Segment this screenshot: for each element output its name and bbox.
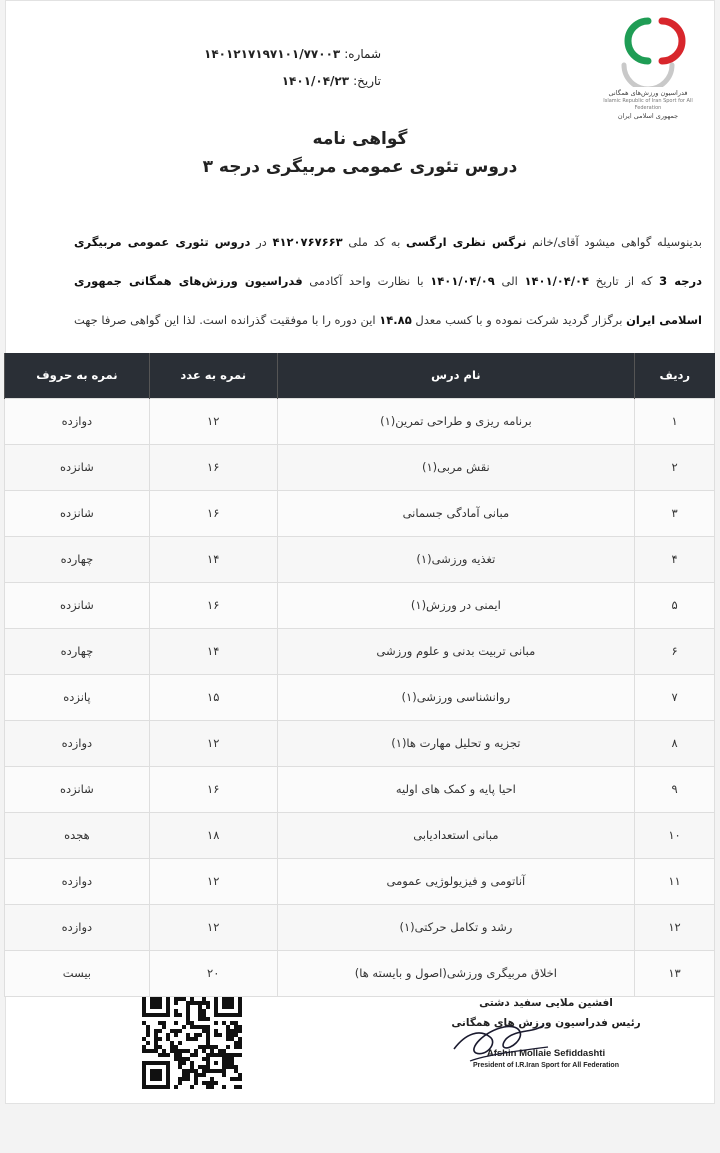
body-text: برگزار گردید شرکت نموده و با کسب معدل — [411, 313, 627, 327]
document-meta — [204, 41, 381, 95]
cell-course: مبانی آمادگی جسمانی — [277, 490, 634, 536]
cell-course: تجزیه و تحلیل مهارت ها(۱) — [277, 720, 634, 766]
cell-course: آناتومی و فیزیولوژیی عمومی — [277, 858, 634, 904]
cell-index: ۶ — [635, 628, 715, 674]
average-grade: ۱۴.۸۵ — [379, 313, 412, 327]
cell-grade-words: چهارده — [5, 628, 150, 674]
cell-grade-words: شانزده — [5, 582, 150, 628]
cell-course: اخلاق مربیگری ورزشی(اصول و بایسته ها) — [277, 950, 634, 996]
cell-grade-number: ۱۶ — [149, 766, 277, 812]
header-course: نام درس — [277, 353, 634, 398]
table-row — [5, 812, 715, 858]
date-value: ۱۴۰۱/۰۴/۲۳ — [281, 74, 350, 88]
cell-grade-words: چهارده — [5, 536, 150, 582]
cell-grade-number: ۱۲ — [149, 398, 277, 444]
signature-block — [436, 993, 656, 1071]
document-number — [204, 41, 381, 68]
cell-index: ۱۰ — [635, 812, 715, 858]
table-header-row — [5, 353, 715, 398]
header-grade-words: نمره به حروف — [5, 353, 150, 398]
cell-grade-number: ۱۴ — [149, 536, 277, 582]
cell-grade-number: ۱۶ — [149, 582, 277, 628]
table-row — [5, 766, 715, 812]
body-text: به کد ملی — [342, 235, 407, 249]
header-index: ردیف — [635, 353, 715, 398]
title-line-2: دروس تئوری عمومی مربیگری درجه ۳ — [202, 157, 518, 177]
cell-course: رشد و تکامل حرکتی(۱) — [277, 904, 634, 950]
signer-name-en: Afshin Mollaie Sefiddashti — [486, 1048, 606, 1059]
grades-table — [4, 353, 715, 997]
student-name: نرگس نظری ارگسی — [406, 235, 527, 249]
cell-grade-number: ۱۲ — [149, 904, 277, 950]
certificate-title — [6, 125, 714, 181]
cell-course: روانشناسی ورزشی(۱) — [277, 674, 634, 720]
cell-grade-number: ۱۶ — [149, 444, 277, 490]
body-text: با نظارت واحد آکادمی — [302, 274, 431, 288]
cell-grade-words: شانزده — [5, 490, 150, 536]
cell-grade-words: دوازده — [5, 858, 150, 904]
cell-grade-number: ۲۰ — [149, 950, 277, 996]
body-text: که از تاریخ — [589, 274, 660, 288]
cell-index: ۳ — [635, 490, 715, 536]
cell-grade-words: بیست — [5, 950, 150, 996]
cell-grade-number: ۱۲ — [149, 858, 277, 904]
number-value: ۱۴۰۱۲۱۷۱۹۷۱۰۱/۷۷۰۰۳ — [204, 47, 341, 61]
cell-course: مبانی استعدادیابی — [277, 812, 634, 858]
body-text: الی — [494, 274, 525, 288]
cell-course: نقش مربی(۱) — [277, 444, 634, 490]
cell-index: ۷ — [635, 674, 715, 720]
table-row — [5, 444, 715, 490]
body-text: در — [250, 235, 273, 249]
cell-index: ۱۱ — [635, 858, 715, 904]
table-row — [5, 720, 715, 766]
title-line-1: گواهی نامه — [312, 129, 408, 149]
signer-name-fa: افشین ملایی سفید دشتی — [479, 997, 613, 1009]
cell-grade-number: ۱۴ — [149, 628, 277, 674]
cell-course: ایمنی در ورزش(۱) — [277, 582, 634, 628]
document-date — [204, 68, 381, 95]
qr-code-icon — [142, 989, 242, 1089]
cell-index: ۱۳ — [635, 950, 715, 996]
number-label: شماره: — [344, 47, 381, 61]
cell-grade-number: ۱۸ — [149, 812, 277, 858]
federation-logo — [592, 13, 704, 133]
table-row — [5, 950, 715, 996]
organization-name: فدراسیون ورزش‌های همگانی جمهوری اسلامی ایران — [74, 274, 702, 327]
to-date: ۱۴۰۱/۰۴/۰۹ — [430, 274, 495, 288]
table-row — [5, 490, 715, 536]
table-row — [5, 858, 715, 904]
cell-grade-words: دوازده — [5, 904, 150, 950]
cell-grade-number: ۱۲ — [149, 720, 277, 766]
logo-country-fa: جمهوری اسلامی ایران — [617, 112, 679, 120]
grades-table-body — [5, 398, 715, 996]
cell-course: مبانی تربیت بدنی و علوم ورزشی — [277, 628, 634, 674]
logo-rings-icon — [606, 13, 690, 87]
table-row — [5, 904, 715, 950]
header-grade-number: نمره به عدد — [149, 353, 277, 398]
cell-index: ۲ — [635, 444, 715, 490]
table-row — [5, 536, 715, 582]
from-date: ۱۴۰۱/۰۴/۰۴ — [524, 274, 590, 288]
signer-title-en: President of I.R.Iran Sport for All Federation — [473, 1062, 619, 1069]
cell-grade-words: شانزده — [5, 444, 150, 490]
cell-index: ۸ — [635, 720, 715, 766]
date-label: تاریخ: — [353, 74, 381, 88]
cell-course: احیا پایه و کمک های اولیه — [277, 766, 634, 812]
qr-code — [142, 989, 242, 1089]
cell-grade-words: هجده — [5, 812, 150, 858]
table-row — [5, 582, 715, 628]
table-row — [5, 628, 715, 674]
cell-index: ۱۲ — [635, 904, 715, 950]
body-text: این دوره را با موفقیت گذرانده است. لذا این گواهی صرفا جهت — [74, 313, 376, 327]
cell-index: ۵ — [635, 582, 715, 628]
logo-name-fa: فدراسیون ورزش‌های همگانی — [608, 89, 688, 97]
cell-grade-words: دوازده — [5, 398, 150, 444]
cell-grade-words: شانزده — [5, 766, 150, 812]
table-row — [5, 674, 715, 720]
cell-grade-words: دوازده — [5, 720, 150, 766]
cell-grade-number: ۱۵ — [149, 674, 277, 720]
course-name: دروس تئوری عمومی مربیگری درجه 3 — [74, 235, 703, 288]
cell-index: ۹ — [635, 766, 715, 812]
signer-title-fa: رئیس فدراسیون ورزش های همگانی — [451, 1017, 641, 1029]
cell-grade-number: ۱۶ — [149, 490, 277, 536]
cell-index: ۴ — [635, 536, 715, 582]
cell-grade-words: پانزده — [5, 674, 150, 720]
national-id: ۴۱۲۰۷۶۷۶۶۳ — [272, 235, 343, 249]
logo-name-en: Islamic Republic of Iran Sport for All Federation — [603, 98, 693, 111]
cell-index: ۱ — [635, 398, 715, 444]
logo-caption — [592, 89, 704, 121]
cell-course: برنامه ریزی و طراحی تمرین(۱) — [277, 398, 634, 444]
body-text: بدینوسیله گواهی میشود آقای/خانم — [526, 235, 702, 249]
table-row — [5, 398, 715, 444]
cell-course: تغذیه ورزشی(۱) — [277, 536, 634, 582]
